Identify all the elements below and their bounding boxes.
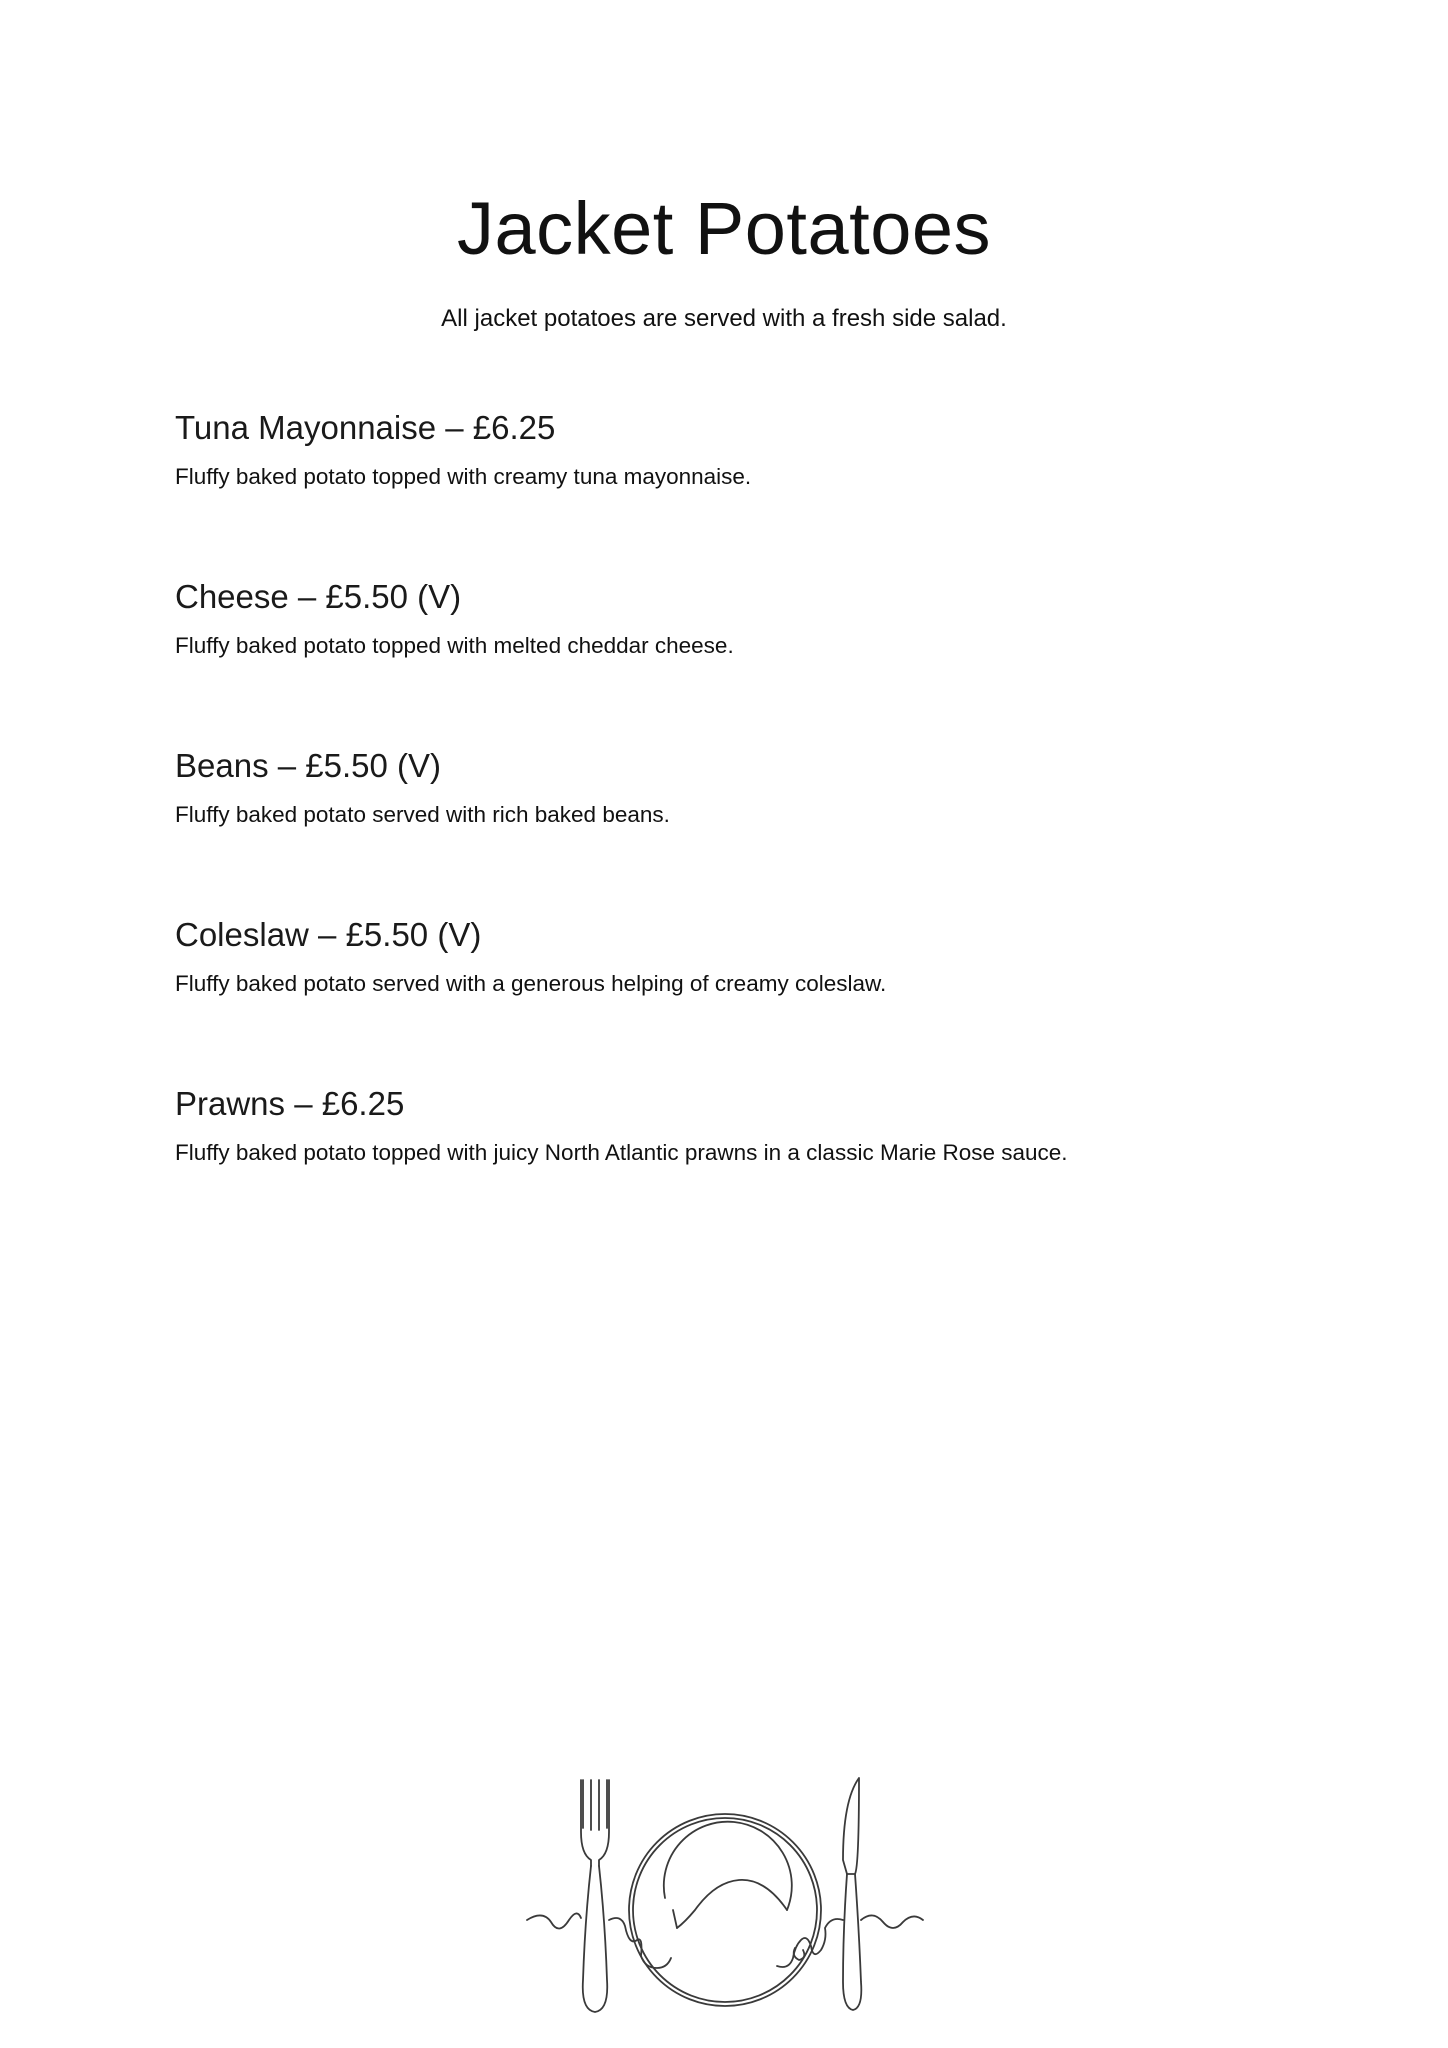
intro-text: All jacket potatoes are served with a fresh side salad. [441,305,1007,332]
menu-list [175,398,1325,1243]
menu-item-description: Fluffy baked potato topped with melted cheddar cheese. [175,633,734,658]
menu-item-cheese [175,567,1325,736]
menu-item-tuna-mayonnaise [175,398,1325,567]
menu-item-description: Fluffy baked potato topped with juicy North Atlantic prawns in a classic Marie Rose sauce. [175,1140,1068,1165]
plate-fork-knife-icon [525,1770,925,2020]
menu-item-description: Fluffy baked potato served with a generous helping of creamy coleslaw. [175,971,887,996]
menu-item-name: Coleslaw – £5.50 (V) [175,916,482,953]
menu-item-description: Fluffy baked potato served with rich baked beans. [175,802,670,827]
menu-item-beans [175,736,1325,905]
menu-item-name: Cheese – £5.50 (V) [175,578,462,615]
menu-item-description: Fluffy baked potato topped with creamy tuna mayonnaise. [175,464,752,489]
menu-item-name: Prawns – £6.25 [175,1085,405,1122]
fork-icon [581,1780,609,2012]
knife-icon [843,1778,861,2010]
menu-item-name: Tuna Mayonnaise – £6.25 [175,409,556,446]
menu-item-prawns [175,1074,1325,1243]
menu-item-coleslaw [175,905,1325,1074]
plate-icon [629,1814,821,2006]
menu-item-name: Beans – £5.50 (V) [175,747,441,784]
page-title: Jacket Potatoes [456,187,992,270]
